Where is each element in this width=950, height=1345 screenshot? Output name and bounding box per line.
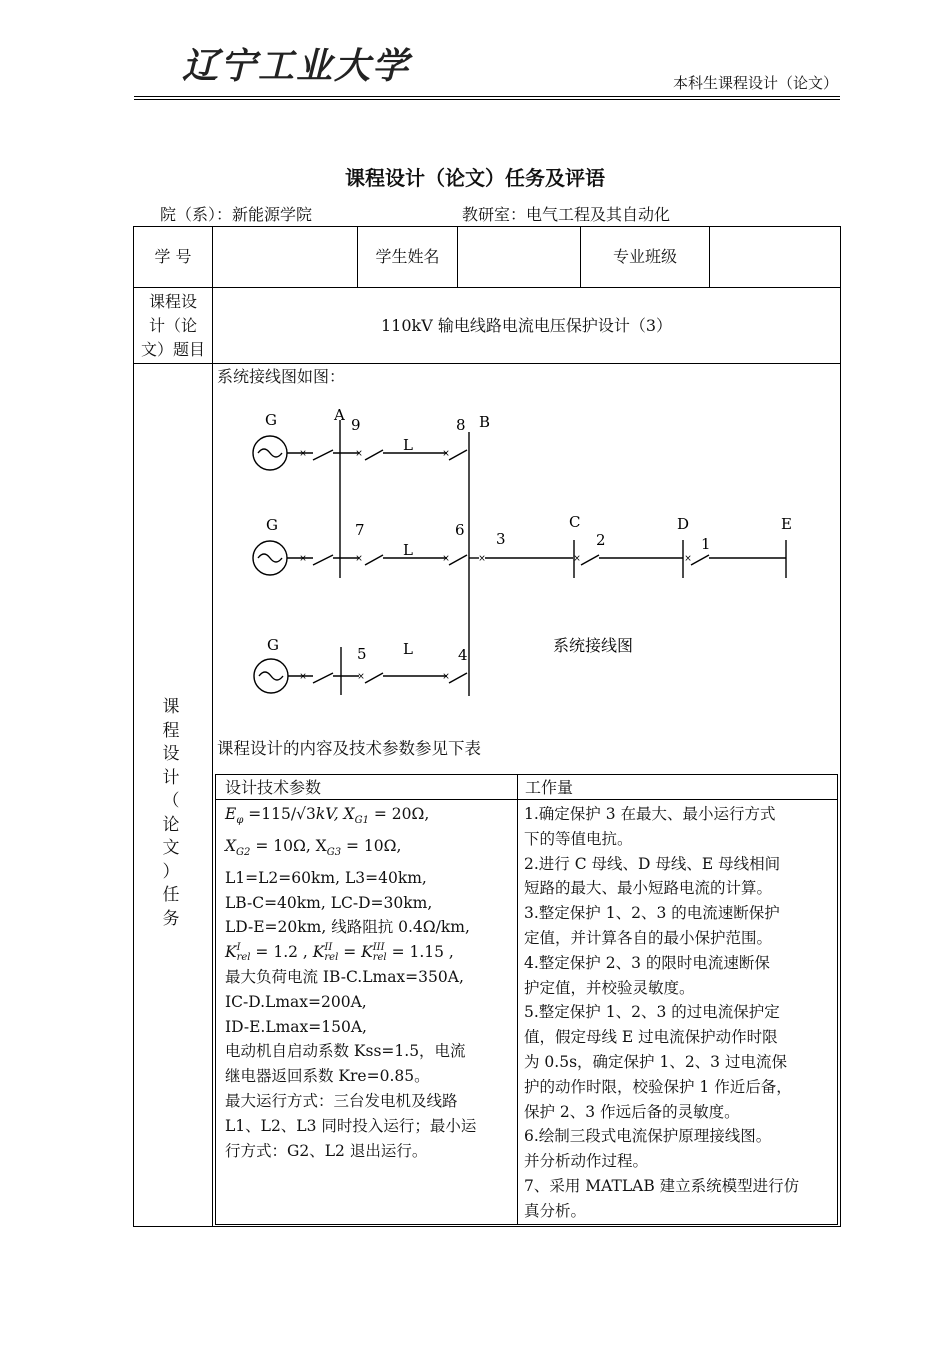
student-name-label: 学生姓名: [375, 247, 440, 266]
param-subscript: rel: [372, 952, 387, 964]
department: 院（系）：新能源学院: [160, 205, 313, 224]
param-line: LD-E=20km, 线路阻抗 0.4Ω/km,: [225, 918, 470, 937]
label-bus-d: D: [677, 515, 690, 533]
topic-label-line: 课程设: [148, 291, 197, 311]
inner-column-divider: [517, 774, 518, 1225]
param-text: = 10Ω,: [341, 836, 402, 855]
work-line: 护定值，并校验灵敏度。: [524, 978, 695, 997]
content-intro: 课程设计的内容及技术参数参见下表: [217, 739, 481, 758]
breaker-icon: ×: [355, 449, 363, 459]
work-line: 6.绘制三段式电流保护原理接线图。: [524, 1127, 772, 1146]
param-line: 最大负荷电流 IB-C.Lmax=350A,: [225, 967, 464, 986]
param-k-line: [225, 940, 515, 965]
param-line: LB-C=40km, LC-D=30km,: [225, 893, 433, 912]
header-rule-thin: [134, 99, 840, 100]
work-header: 工作量: [525, 778, 574, 797]
param-subscript: G1: [354, 815, 369, 827]
student-id-label: 学 号: [154, 247, 192, 266]
label-g1: G: [265, 411, 277, 429]
page-title: 课程设计（论文）任务及评语: [345, 166, 605, 190]
params-content: [225, 802, 515, 1163]
label-g3: G: [267, 636, 279, 654]
task-label-char: 课: [162, 697, 180, 717]
breaker-icon: ×: [442, 672, 450, 682]
task-label-char: 文: [162, 838, 180, 858]
label-7: 7: [355, 521, 365, 539]
param-line: L1=L2=60km, L3=40km,: [225, 868, 427, 887]
topic-label: [134, 288, 212, 363]
student-id-value[interactable]: [213, 227, 357, 287]
label-4: 4: [458, 646, 468, 664]
param-line: 电动机自启动系数 Kss=1.5，电流: [225, 1042, 466, 1061]
param-line: L1、L2、L3 同时投入运行；最小运: [225, 1116, 477, 1135]
param-subscript: rel: [324, 952, 339, 964]
sine-icon: [259, 672, 283, 680]
diagram-caption: 系统接线图: [553, 636, 634, 655]
label-6: 6: [455, 521, 465, 539]
work-line: 3.整定保护 1、2、3 的电流速断保护: [524, 904, 780, 923]
work-line: 2.进行 C 母线、D 母线、E 母线相间: [524, 854, 781, 873]
label-3: 3: [496, 530, 506, 548]
work-line: 定值，并计算各自的最小保护范围。: [524, 928, 773, 947]
param-line: ID-E.Lmax=150A,: [225, 1017, 367, 1036]
diagram-intro: 系统接线图如图：: [217, 367, 346, 386]
breaker-icon: ×: [357, 672, 365, 682]
work-line: 下的等值电抗。: [524, 829, 633, 848]
param-line: 继电器返回系数 Kre=0.85。: [225, 1067, 430, 1086]
sine-icon: [258, 554, 282, 562]
label-8: 8: [456, 416, 466, 434]
staff-room: 教研室：电气工程及其自动化: [462, 205, 671, 224]
task-label-char: 程: [162, 720, 180, 741]
topic-label-line: 文）题目: [140, 339, 205, 359]
task-label-char: 设: [162, 744, 180, 764]
param-superscript: I: [236, 942, 241, 954]
task-label-char: （: [162, 791, 180, 811]
column-divider: [212, 226, 213, 1227]
topic-value: 110kV 输电线路电流电压保护设计（3）: [380, 315, 673, 335]
label-9: 9: [351, 416, 361, 434]
param-text: = 20Ω,: [368, 805, 430, 823]
param-line: 行方式：G2、L2 退出运行。: [225, 1141, 428, 1160]
work-line: 7、采用 MATLAB 建立系统模型进行仿: [524, 1176, 800, 1195]
sine-icon: [258, 449, 282, 457]
label-bus-c: C: [569, 513, 581, 531]
param-superscript: II: [324, 942, 333, 954]
work-line: 值，假定母线 E 过电流保护动作时限: [524, 1028, 778, 1047]
task-label: [158, 696, 184, 931]
work-line: 并分析动作过程。: [524, 1152, 649, 1171]
param-text: = 1.15 ,: [386, 943, 454, 962]
work-content: [524, 802, 836, 1224]
breaker-icon: ×: [299, 672, 307, 682]
label-g2: G: [266, 516, 278, 534]
task-label-char: 务: [162, 908, 180, 929]
param-subscript: φ: [236, 815, 244, 827]
task-label-char: 任: [162, 885, 180, 905]
label-bus-b: B: [479, 413, 491, 431]
param-subscript: G3: [326, 846, 342, 858]
param-line: 最大运行方式：三台发电机及线路: [225, 1091, 458, 1110]
param-eq-line-1: [225, 802, 515, 834]
breaker-icon: ×: [442, 449, 450, 459]
task-label-char: 论: [162, 814, 180, 835]
header-rule: [134, 96, 840, 97]
work-line: 护的动作时限，校验保护 1 作近后备，: [524, 1077, 792, 1096]
row-divider: [133, 363, 841, 364]
class-label: 专业班级: [612, 247, 677, 266]
breaker-icon: ×: [478, 554, 486, 564]
breaker-icon: ×: [573, 554, 581, 564]
breaker-icon: ×: [684, 554, 692, 564]
breaker-icon: ×: [355, 554, 363, 564]
document-type: 本科生课程设计（论文）: [672, 74, 838, 92]
param-text: =: [338, 943, 362, 962]
label-line-2: L: [403, 541, 413, 559]
label-bus-a: A: [334, 406, 345, 424]
label-5: 5: [357, 645, 367, 663]
param-symbol: E: [225, 805, 237, 823]
work-line: 4.整定保护 2、3 的限时电流速断保: [524, 953, 770, 972]
param-subscript: G2: [236, 846, 251, 858]
param-text: = 10Ω, X: [250, 836, 327, 855]
param-symbol: K: [312, 943, 325, 962]
university-logo: 辽宁工业大学: [182, 45, 411, 87]
system-wiring-diagram: [213, 392, 840, 712]
student-name-value[interactable]: [458, 227, 580, 287]
work-line: 真分析。: [524, 1201, 587, 1220]
param-line: IC-D.Lmax=200A,: [225, 992, 367, 1011]
params-header: 设计技术参数: [225, 778, 322, 797]
param-symbol: K: [361, 943, 373, 962]
class-value[interactable]: [710, 227, 840, 287]
param-superscript: III: [372, 942, 385, 954]
param-sqrt: √3: [296, 805, 316, 823]
label-bus-e: E: [781, 515, 792, 533]
label-1: 1: [701, 535, 711, 553]
work-line: 5.整定保护 1、2、3 的过电流保护定: [524, 1003, 780, 1022]
task-label-char: ）: [162, 861, 180, 882]
param-text: = 1.2 ,: [250, 943, 308, 962]
param-text: kV, X: [315, 805, 355, 823]
breaker-icon: ×: [442, 554, 450, 564]
topic-label-line: 计（论: [148, 315, 197, 335]
param-symbol: K: [225, 943, 237, 962]
task-label-char: 计: [162, 767, 180, 788]
param-eq-line-2: [225, 834, 515, 866]
label-2: 2: [596, 531, 606, 549]
label-line-3: L: [403, 640, 413, 658]
breaker-icon: ×: [299, 554, 307, 564]
work-line: 短路的最大、最小短路电流的计算。: [524, 879, 773, 898]
label-line-1: L: [403, 436, 413, 454]
param-text: =115/: [243, 805, 297, 823]
breaker-icon: ×: [299, 449, 307, 459]
param-subscript: rel: [236, 952, 251, 964]
work-line: 1.确定保护 3 在最大、最小运行方式: [524, 805, 776, 823]
work-line: 为 0.5s，确定保护 1、2、3 过电流保: [524, 1052, 787, 1071]
param-symbol: X: [225, 836, 237, 855]
work-line: 保护 2、3 作远后备的灵敏度。: [524, 1102, 740, 1121]
